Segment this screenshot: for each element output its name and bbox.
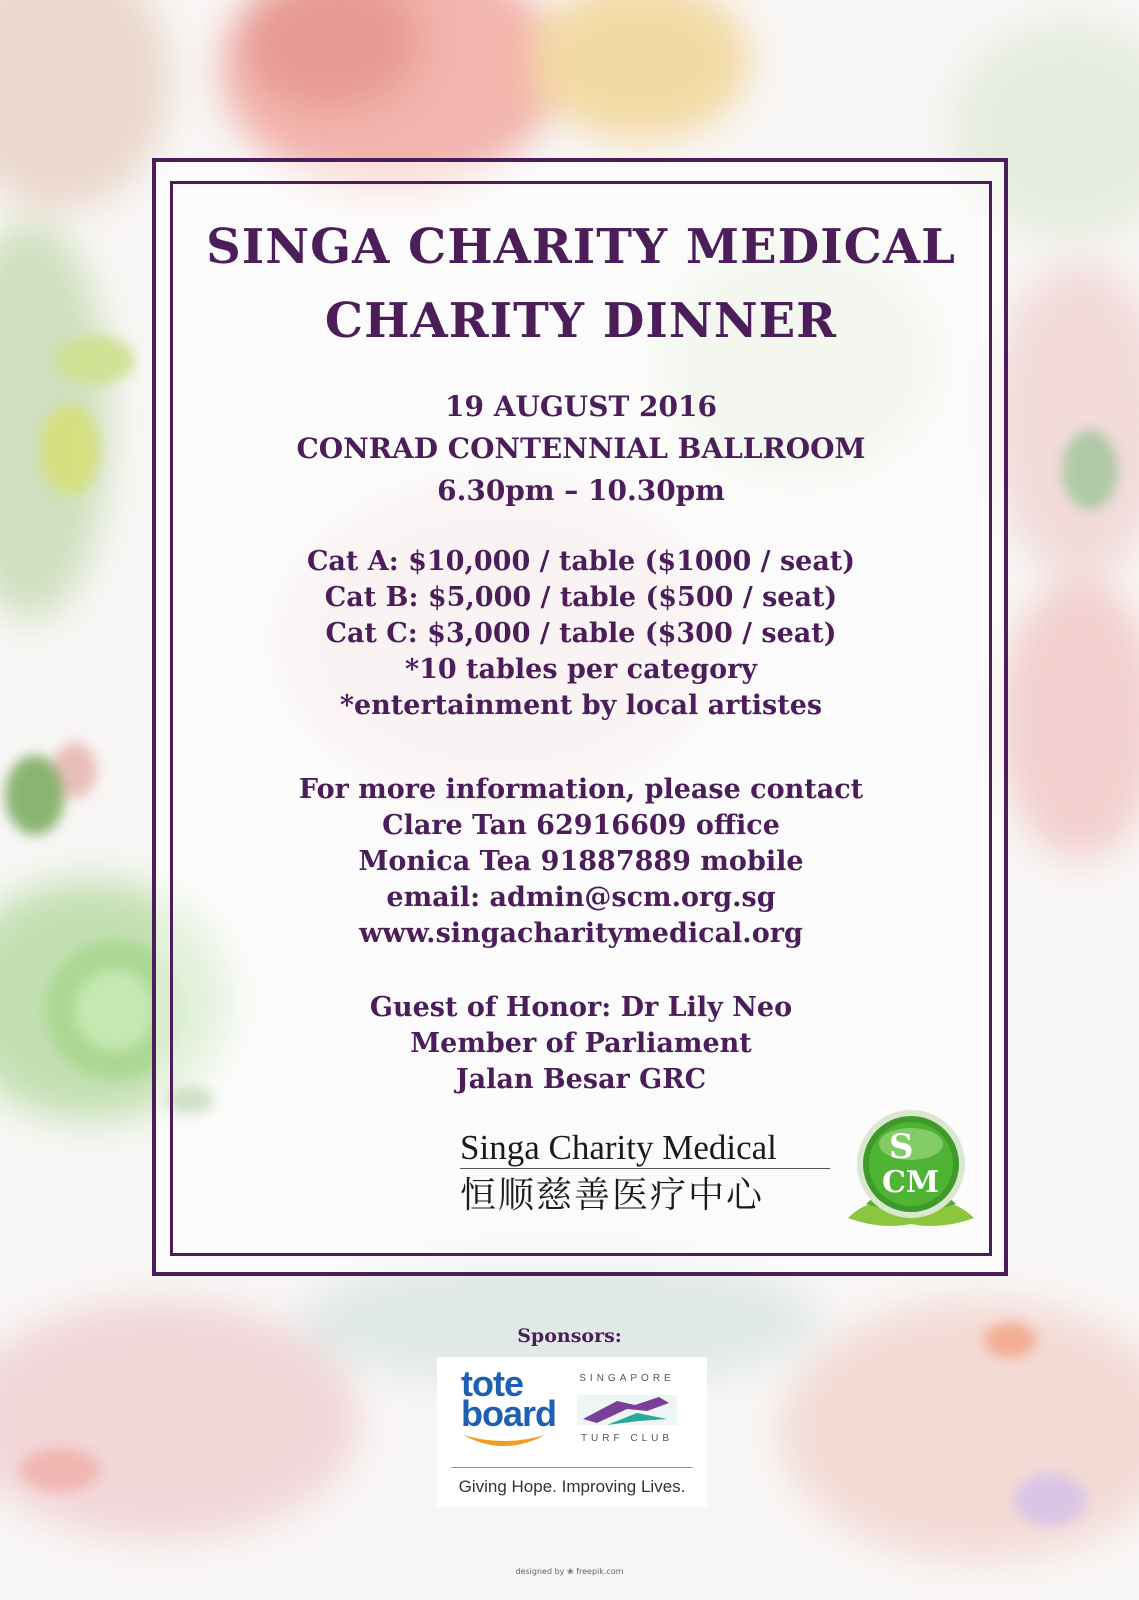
sponsors-label: Sponsors:	[517, 1325, 622, 1347]
board-word: board	[461, 1393, 557, 1434]
pricing-cat-b: Cat B: $5,000 / table ($500 / seat)	[324, 582, 838, 613]
sponsor-divider	[451, 1467, 693, 1468]
horse-icon	[577, 1389, 677, 1429]
contact-info	[170, 772, 992, 952]
pricing-cat-a: Cat A: $10,000 / table ($1000 / seat)	[306, 546, 856, 577]
event-time: 6.30pm – 10.30pm	[437, 474, 725, 507]
pricing-list	[170, 544, 992, 724]
tote-word: tote	[461, 1363, 523, 1404]
tote-board-logo	[461, 1363, 557, 1453]
pricing-note-tables: *10 tables per category	[404, 654, 758, 685]
guest-line-1: Guest of Honor: Dr Lily Neo	[369, 992, 793, 1023]
badge-letter-s: S	[889, 1127, 914, 1167]
turf-club-top-text: SINGAPORE	[579, 1373, 675, 1384]
turf-club-bottom-text: TURF CLUB	[580, 1433, 674, 1444]
guest-of-honor	[170, 990, 992, 1098]
guest-line-2: Member of Parliament	[410, 1028, 752, 1059]
organizer-logo	[460, 1100, 980, 1240]
event-venue: CONRAD CONTENNIAL BALLROOM	[296, 432, 866, 465]
contact-person-2: Monica Tea 91887889 mobile	[358, 846, 804, 877]
contact-email: email: admin@scm.org.sg	[386, 882, 776, 913]
pricing-note-entertainment: *entertainment by local artistes	[339, 690, 823, 721]
badge-letters-cm: CM	[882, 1165, 940, 1200]
sponsor-tagline: Giving Hope. Improving Lives.	[458, 1477, 686, 1496]
event-date: 19 AUGUST 2016	[445, 390, 717, 423]
turf-club-logo	[567, 1373, 687, 1453]
organizer-name-en: Singa Charity Medical	[460, 1128, 830, 1169]
scm-badge-icon	[836, 1100, 986, 1240]
guest-line-3: Jalan Besar GRC	[455, 1064, 707, 1095]
event-title-line2: CHARITY DINNER	[324, 293, 838, 349]
organizer-name-zh: 恒顺慈善医疗中心	[460, 1175, 765, 1216]
event-details	[170, 386, 992, 512]
sponsor-box	[437, 1357, 707, 1507]
event-title	[170, 210, 992, 358]
tote-smile-icon	[461, 1431, 547, 1451]
contact-website: www.singacharitymedical.org	[359, 918, 803, 949]
contact-person-1: Clare Tan 62916609 office	[382, 810, 780, 841]
event-title-line1: SINGA CHARITY MEDICAL	[206, 219, 956, 275]
design-credit: designed by ❀ freepik.com	[515, 1567, 624, 1576]
pricing-cat-c: Cat C: $3,000 / table ($300 / seat)	[325, 618, 837, 649]
contact-heading: For more information, please contact	[298, 774, 864, 805]
